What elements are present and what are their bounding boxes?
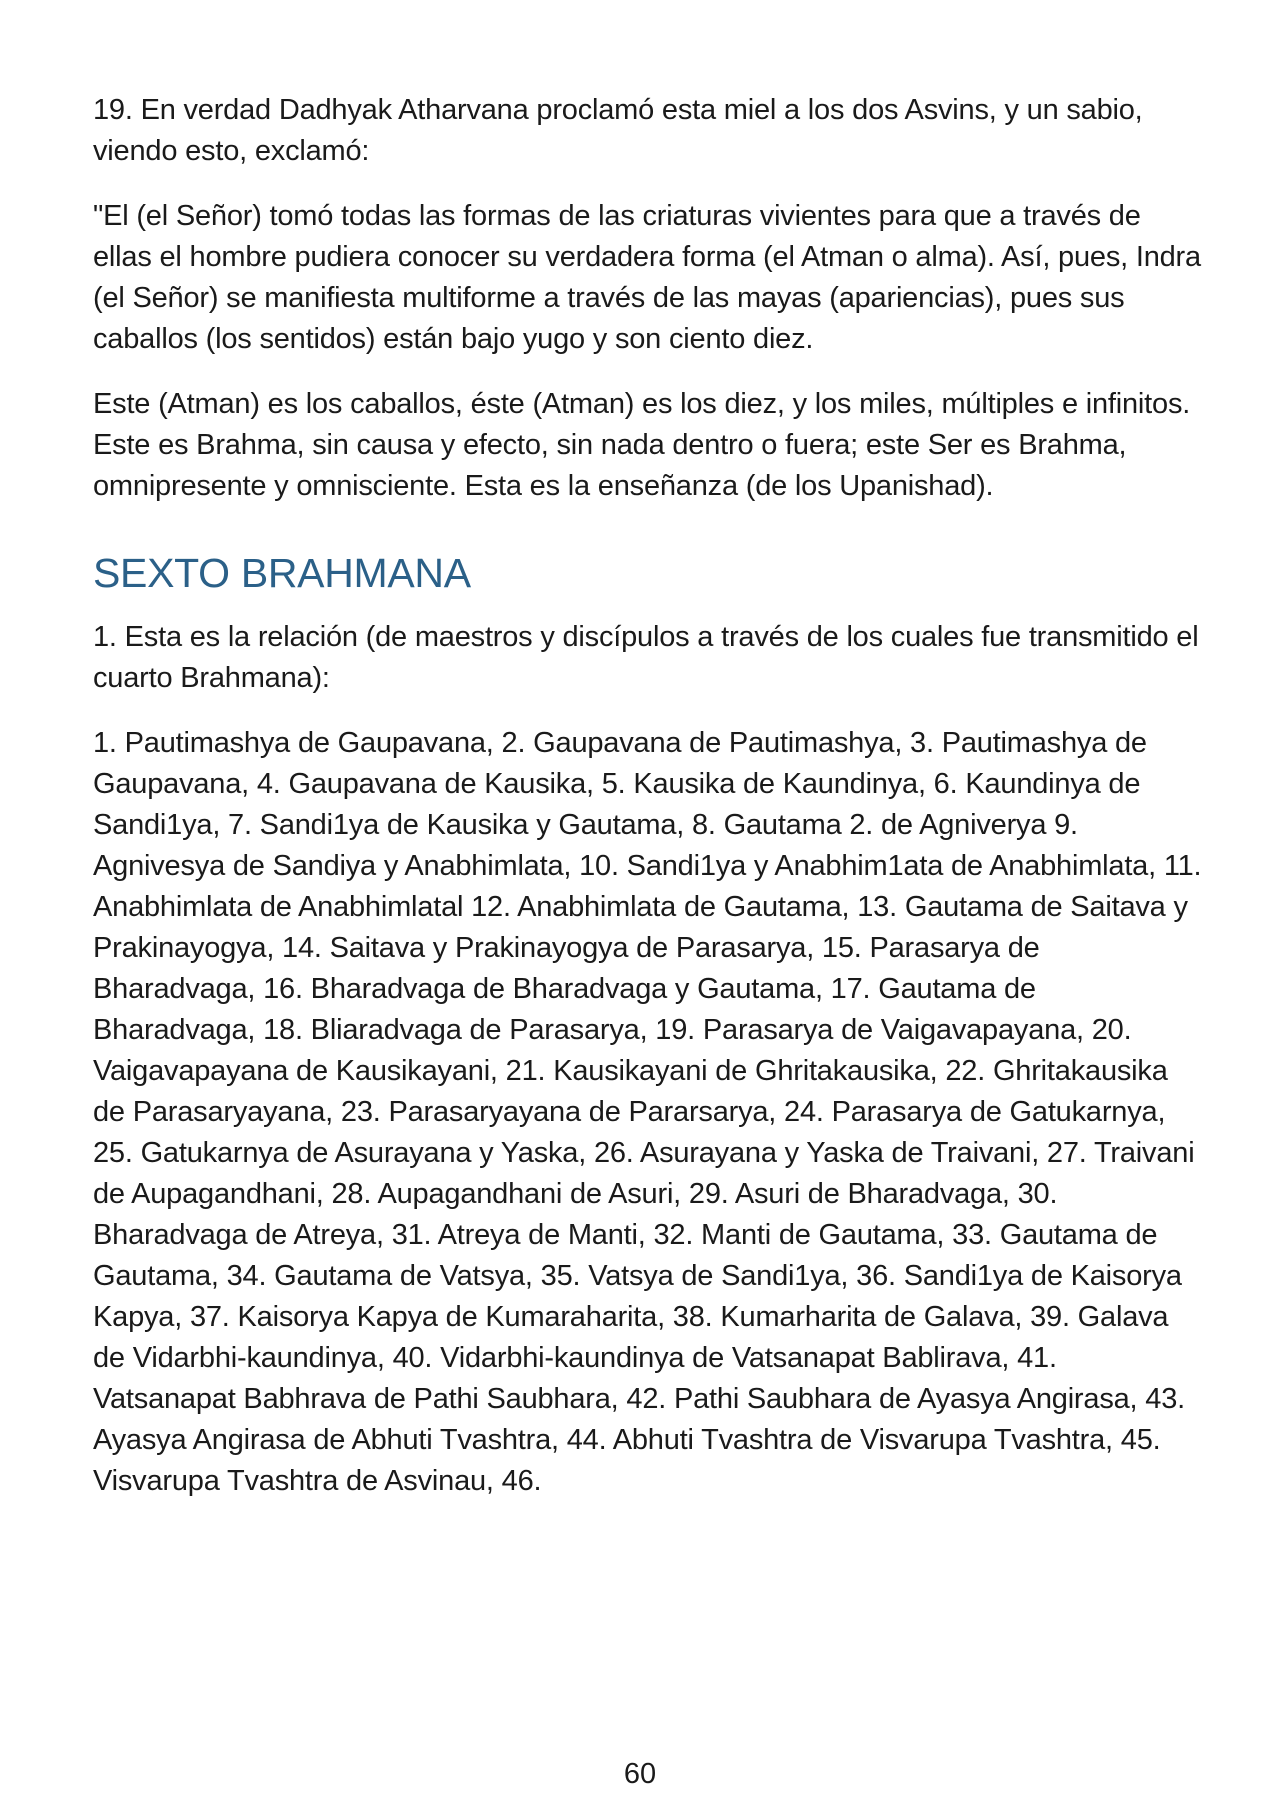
paragraph-relation-intro: 1. Esta es la relación (de maestros y discípulos a través de los cuales fue transmitido el cuarto Brahmana): <box>93 621 1199 694</box>
paragraph-atman-brahma: Este (Atman) es los caballos, éste (Atman) es los diez, y los miles, múltiples e infinitos. Este es Brahma, sin causa y efecto, sin nada dentro o fuera; este Ser es Brahma, omnipresente y omnisciente. Esta es la enseñanza (de los Upanishad). <box>93 388 1191 502</box>
document-page <box>93 90 1203 1502</box>
page-number: 60 <box>623 1758 657 1790</box>
paragraph-lineage-list: 1. Pautimashya de Gaupavana, 2. Gaupavana de Pautimashya, 3. Pautimashya de Gaupavana, 4. Gaupavana de Kausika, 5. Kausika de Kaundinya, 6. Kaundinya de Sandi1ya, 7. Sandi1ya de Kausika y Gautama, 8. Gautama 2. de Agniverya 9. Agnivesya de Sandiya y Anabhimlata, 10. Sandi1ya y Anabhim1ata de Anabhimlata, 11. Anabhimlata de Anabhimlatal 12. Anabhimlata de Gautama, 13. Gautama de Saitava y Prakinayogya, 14. Saitava y Prakinayogya de Parasarya, 15. Parasarya de Bharadvaga, 16. Bharadvaga de Bharadvaga y Gautama, 17. Gautama de Bharadvaga, 18. Bliaradvaga de Parasarya, 19. Parasarya de Vaigavapayana, 20. Vaigavapayana de Kausikayani, 21. Kausikayani de Ghritakausika, 22. Ghritakausika de Parasaryayana, 23. Parasaryayana de Pararsarya, 24. Parasarya de Gatukarnya, 25. Gatukarnya de Asurayana y Yaska, 26. Asurayana y Yaska de Traivani, 27. Traivani de Aupagandhani, 28. Aupagandhani de Asuri, 29. Asuri de Bharadvaga, 30. Bharadvaga de Atreya, 31. Atreya de Manti, 32. Manti de Gautama, 33. Gautama de Gautama, 34. Gautama de Vatsya, 35. Vatsya de Sandi1ya, 36. Sandi1ya de Kaisorya Kapya, 37. Kaisorya Kapya de Kumaraharita, 38. Kumarharita de Galava, 39. Galava de Vidarbhi-kaundinya, 40. Vidarbhi-kaundinya de Vatsanapat Bablirava, 41. Vatsanapat Babhrava de Pathi Saubhara, 42. Pathi Saubhara de Ayasya Angirasa, 43. Ayasya Angirasa de Abhuti Tvashtra, 44. Abhuti Tvashtra de Visvarupa Tvashtra, 45. Visvarupa Tvashtra de Asvinau, 46. <box>93 727 1202 1497</box>
paragraph-verse-19: 19. En verdad Dadhyak Atharvana proclamó esta miel a los dos Asvins, y un sabio, viendo esto, exclamó: <box>93 94 1143 167</box>
section-heading: SEXTO BRAHMANA <box>93 550 471 596</box>
paragraph-quote-forms: "El (el Señor) tomó todas las formas de las criaturas vivientes para que a través de ellas el hombre pudiera conocer su verdadera forma (el Atman o alma). Así, pues, Indra (el Señor) se manifiesta multiforme a través de las mayas (apariencias), pues sus caballos (los sentidos) están bajo yugo y son ciento diez. <box>93 200 1201 355</box>
